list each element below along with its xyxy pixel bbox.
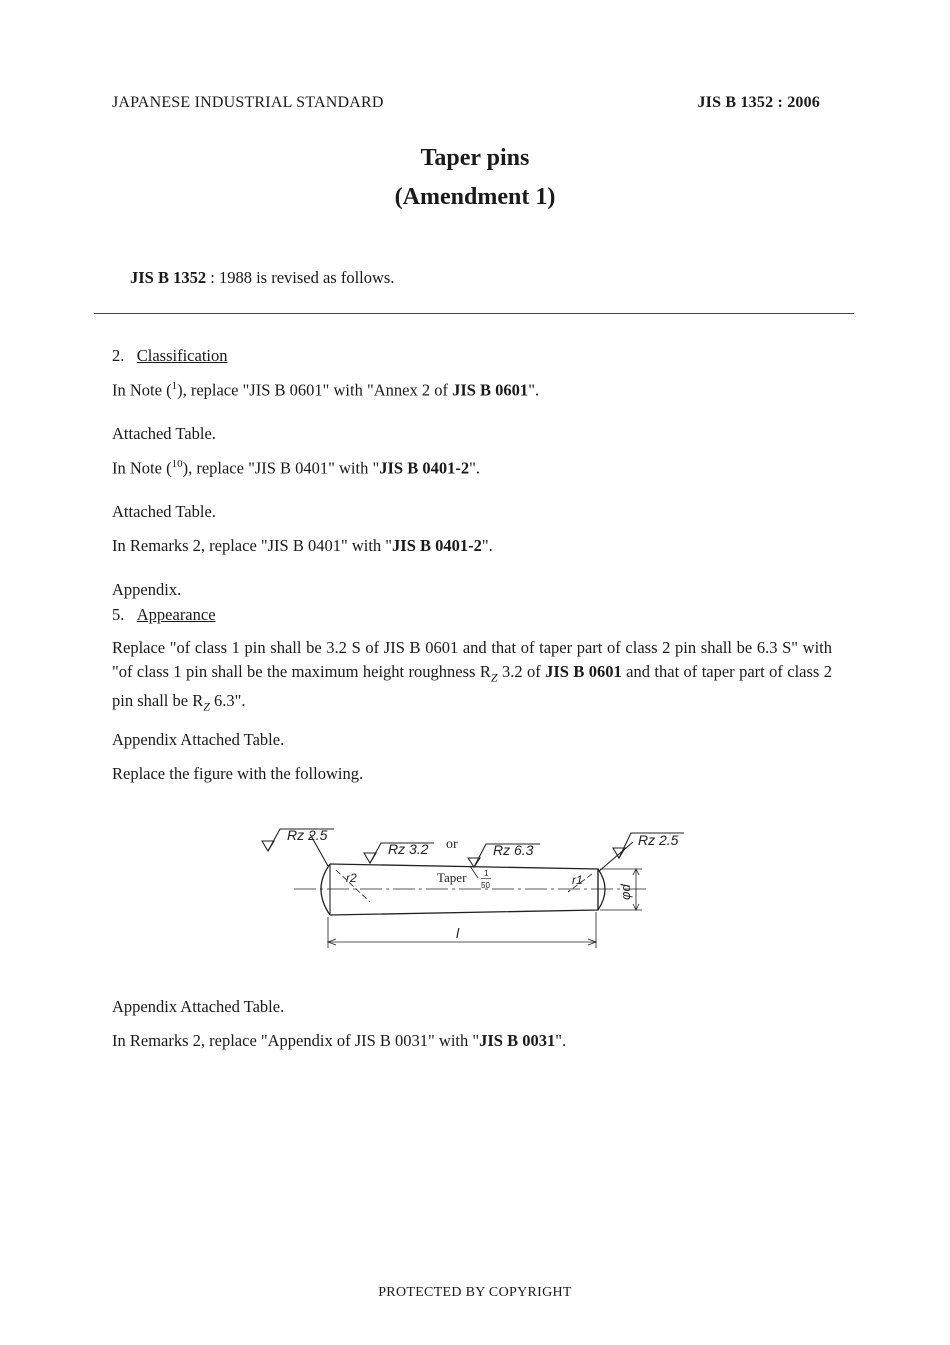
text: In Remarks 2, replace "JIS B 0401" with " — [112, 536, 393, 555]
copyright-footer: PROTECTED BY COPYRIGHT — [378, 1285, 572, 1300]
taper-denominator: 50 — [481, 881, 490, 890]
page-subtitle: (Amendment 1) — [394, 184, 556, 210]
page-title: Taper pins — [420, 145, 530, 171]
note-ref: 1 — [171, 380, 178, 392]
header-standard-number: JIS B 1352 : 2006 — [697, 94, 820, 111]
remarks-text — [112, 1031, 566, 1051]
text: In Remarks 2, replace "Appendix of JIS B 0031" with " — [112, 1031, 480, 1050]
divider — [94, 313, 854, 314]
lead-rest: : 1988 is revised as follows. — [206, 268, 395, 287]
section-number: 5. — [112, 605, 125, 624]
text: ". — [528, 380, 540, 400]
text: 6.3". — [209, 691, 246, 711]
appendix-heading: Appendix. — [112, 580, 182, 599]
text: In Note ( — [112, 380, 172, 400]
text: ". — [469, 458, 480, 478]
rz-label-left: Rz 2.5 — [287, 827, 328, 843]
text: 3.2 of — [497, 662, 546, 681]
pin-end-left — [321, 864, 330, 915]
lead-sentence — [130, 268, 394, 288]
attached-table-text-2 — [112, 536, 493, 556]
section-5-heading — [112, 605, 216, 625]
or-label: or — [446, 837, 458, 852]
std-ref: JIS B 0031 — [479, 1031, 556, 1050]
section-5-text — [112, 636, 832, 719]
std-ref: JIS B 0401-2 — [392, 536, 482, 555]
taper-numerator: 1 — [484, 869, 489, 878]
text: In Note ( — [112, 458, 172, 478]
appendix-attached-table-heading-2: Appendix Attached Table. — [112, 997, 285, 1016]
appendix-attached-table-heading: Appendix Attached Table. — [112, 730, 285, 749]
note-ref: 10 — [171, 458, 183, 470]
header-standard-name: JAPANESE INDUSTRIAL STANDARD — [112, 94, 384, 111]
subscript: Z — [490, 670, 498, 685]
rz-label-mid-1: Rz 3.2 — [388, 841, 429, 857]
text: and that of taper part of class 2 pin shall be R — [112, 662, 832, 711]
attached-table-heading: Attached Table. — [112, 424, 216, 443]
subscript: Z — [203, 699, 210, 714]
length-dimension — [328, 912, 596, 948]
std-ref: JIS B 0401-2 — [379, 458, 470, 478]
length-label: l — [456, 925, 460, 941]
text: ". — [481, 536, 493, 555]
section-2-text — [112, 380, 539, 401]
leader-line — [598, 842, 633, 872]
replace-figure-text: Replace the figure with the following. — [112, 764, 364, 783]
section-number: 2. — [112, 346, 125, 365]
text: ), replace "JIS B 0601" with "Annex 2 of — [177, 380, 453, 400]
rz-label-right: Rz 2.5 — [638, 832, 679, 848]
attached-table-text — [112, 458, 480, 479]
lead-std: JIS B 1352 — [130, 268, 207, 287]
taper-pin-figure — [250, 820, 710, 960]
diameter-label: φd — [618, 884, 633, 900]
radius-label-r2: r2 — [346, 871, 357, 885]
rz-label-mid-2: Rz 6.3 — [493, 842, 534, 858]
text: Replace "of class 1 pin shall be 3.2 S of JIS B 0601 and that of taper part of class 2 pin shall be 6.3 S" with "of class 1 pin shall be the maximum height roughness R — [112, 638, 832, 681]
std-ref: JIS B 0601 — [545, 662, 622, 681]
section-2-heading — [112, 346, 227, 366]
radius-label-r1: r1 — [572, 873, 583, 887]
section-title: Appearance — [136, 605, 216, 624]
taper-label: Taper — [437, 870, 467, 885]
text: ), replace "JIS B 0401" with " — [182, 458, 380, 478]
pin-end-right — [598, 869, 605, 910]
attached-table-heading-2: Attached Table. — [112, 502, 216, 521]
section-title: Classification — [136, 346, 228, 365]
std-ref: JIS B 0601 — [452, 380, 529, 400]
text: ". — [555, 1031, 567, 1050]
